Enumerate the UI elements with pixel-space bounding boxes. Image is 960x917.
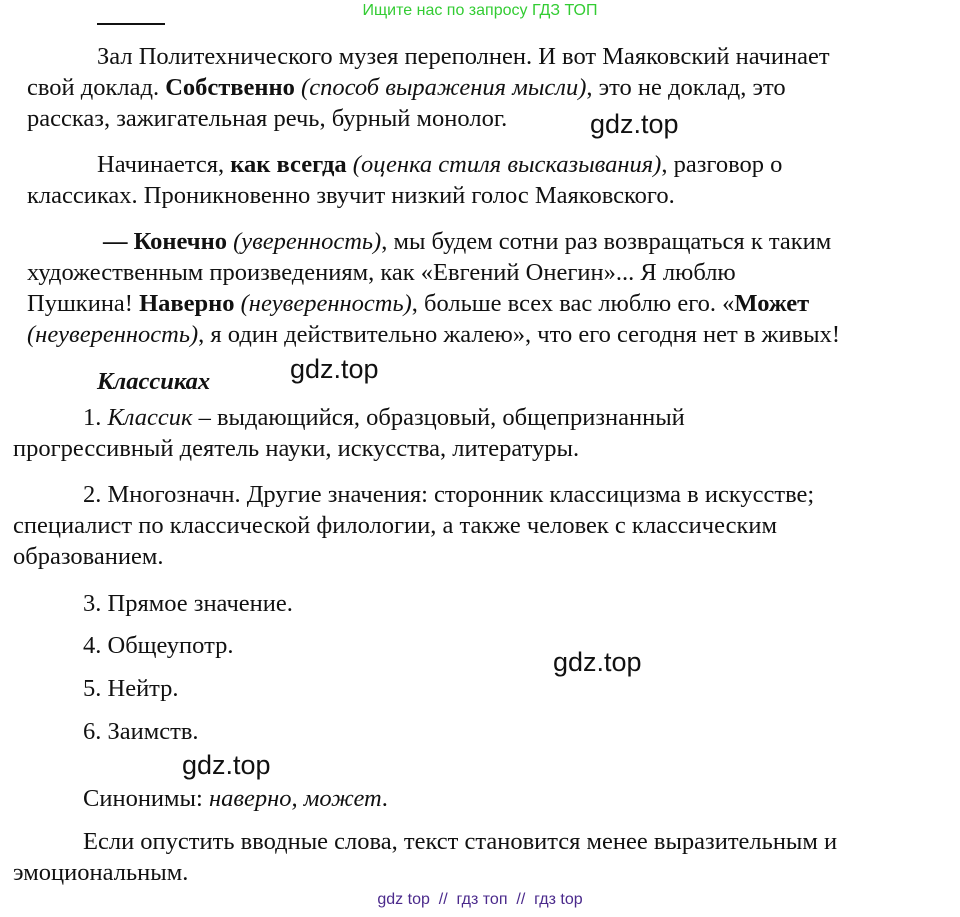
watermark-text: gdz.top	[290, 354, 379, 384]
text-line: 2. Многозначн. Другие значения: сторонник классицизма в искусстве;	[83, 481, 815, 508]
text-span: .	[381, 785, 388, 812]
text-line	[13, 402, 685, 433]
text-line: образованием.	[13, 543, 164, 570]
italic-note: (неуверенность)	[240, 290, 412, 317]
text-line: Зал Политехнического музея переполнен. И вот Маяковский начинает	[97, 43, 830, 70]
text-line: 4. Общеупотр.	[83, 632, 234, 659]
synonyms-label: Синонимы:	[83, 785, 209, 812]
item-number: 1.	[83, 404, 108, 431]
paragraph-conclusion	[13, 826, 837, 888]
top-rule	[97, 23, 165, 25]
bold-word: — Конечно	[103, 228, 227, 255]
italic-note: (способ выражения мысли)	[301, 74, 587, 101]
text-line: 6. Заимств.	[83, 718, 199, 745]
list-item	[13, 402, 685, 464]
bold-word: как всегда	[230, 151, 347, 178]
text-line: 5. Нейтр.	[83, 675, 179, 702]
text-line: прогрессивный деятель науки, искусства, литературы.	[13, 435, 580, 462]
text-span: , мы будем сотни раз возвращаться к таким	[381, 228, 832, 255]
list-item	[13, 479, 814, 572]
search-banner: Ищите нас по запросу ГДЗ ТОП	[362, 2, 598, 19]
text-line: рассказ, зажигательная речь, бурный монолог.	[27, 105, 508, 132]
paragraph-classics	[27, 149, 782, 211]
footer-links: gdz top // гдз топ // гдз top	[377, 891, 583, 908]
italic-note: (неуверенность)	[27, 321, 199, 348]
text-line	[27, 319, 840, 350]
paragraph-intro	[27, 41, 830, 134]
watermark-text: gdz.top	[182, 750, 271, 780]
text-line: Если опустить вводные слова, текст становится менее выразительным и	[83, 828, 838, 855]
text-line	[27, 149, 782, 180]
text-line: эмоциональным.	[13, 859, 189, 886]
paragraph-speech	[27, 226, 840, 350]
synonyms-values: наверно, может	[208, 785, 382, 812]
bold-word: Собственно	[165, 74, 295, 101]
text-span: , я один действительно жалею», что его сегодня нет в живых!	[198, 321, 840, 348]
italic-term: Классик	[107, 404, 193, 431]
bold-word: Может	[734, 290, 810, 317]
text-line: специалист по классической филологии, а также человек с классическим	[13, 512, 777, 539]
text-line	[27, 72, 830, 103]
heading-text: Классиках	[97, 368, 211, 395]
text-span: , больше всех вас люблю его. «	[411, 290, 735, 317]
text-line: 3. Прямое значение.	[83, 590, 293, 617]
list-item	[83, 673, 179, 704]
italic-note: (уверенность)	[233, 228, 382, 255]
text-line: классиках. Проникновенно звучит низкий голос Маяковского.	[27, 182, 675, 209]
text-span: – выдающийся, образцовый, общепризнанный	[192, 404, 685, 431]
text-span: , разговор о	[661, 151, 783, 178]
synonyms-line	[83, 783, 388, 814]
watermark-text: gdz.top	[553, 647, 642, 677]
text-span: свой доклад.	[27, 74, 166, 101]
text-span: Пушкина!	[27, 290, 140, 317]
text-span: , это не доклад, это	[586, 74, 786, 101]
watermark-text: gdz.top	[590, 109, 679, 139]
text-line	[27, 226, 840, 257]
text-line	[27, 288, 840, 319]
list-item	[83, 716, 199, 747]
bold-word: Наверно	[139, 290, 235, 317]
text-line: художественным произведениям, как «Евгений Онегин»... Я люблю	[27, 259, 736, 286]
section-heading	[97, 366, 210, 397]
list-item	[83, 630, 233, 661]
text-span: Начинается,	[97, 151, 231, 178]
italic-note: (оценка стиля высказывания)	[352, 151, 662, 178]
list-item	[83, 588, 293, 619]
